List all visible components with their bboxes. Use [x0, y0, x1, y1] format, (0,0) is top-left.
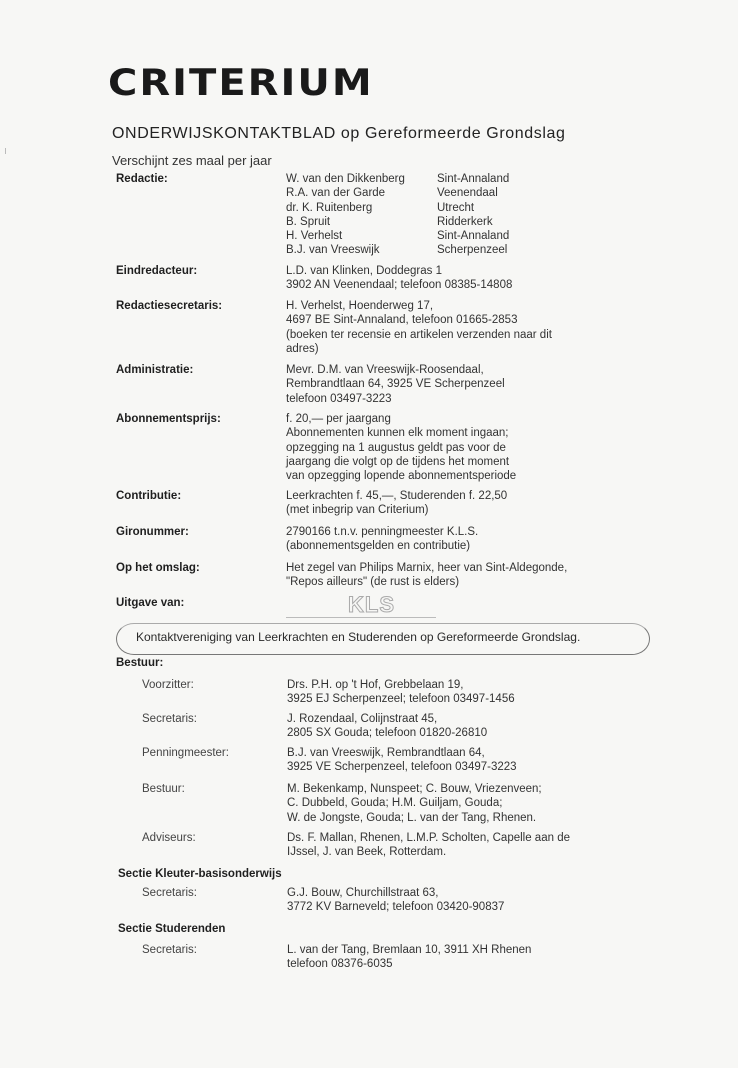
criterium-logo: CRITERIUM	[108, 62, 374, 105]
abonnementsprijs-text	[286, 412, 516, 483]
sectie-studerenden-heading: Sectie Studerenden	[118, 923, 226, 935]
text-line: G.J. Bouw, Churchillstraat 63,	[287, 887, 439, 899]
eindredacteur-label: Eindredacteur:	[116, 265, 198, 277]
text-line: opzegging na 1 augustus geldt pas voor de	[286, 441, 506, 454]
text-line: adres)	[286, 342, 319, 355]
text-line: Drs. P.H. op 't Hof, Grebbelaan 19,	[287, 679, 464, 691]
redactie-name: B. Spruit	[286, 215, 331, 228]
text-line: C. Dubbeld, Gouda; H.M. Guiljam, Gouda;	[287, 797, 503, 810]
redactie-place: Ridderkerk	[437, 215, 493, 228]
redactie-place: Veenendaal	[437, 187, 498, 200]
text-line: telefoon 08376-6035	[287, 958, 393, 971]
voorzitter-text	[287, 678, 515, 707]
contributie-text	[286, 489, 507, 518]
text-line: Leerkrachten f. 45,—, Studerenden f. 22,50	[286, 490, 508, 502]
text-line: IJssel, J. van Beek, Rotterdam.	[287, 846, 447, 859]
text-line: J. Rozendaal, Colijnstraat 45,	[287, 713, 438, 725]
frequency-note: Verschijnt zes maal per jaar	[112, 153, 272, 168]
adviseurs-label: Adviseurs:	[142, 832, 196, 844]
redactie-places	[437, 172, 509, 258]
gironummer-label: Gironummer:	[116, 526, 189, 538]
text-line: 2805 SX Gouda; telefoon 01820-26810	[287, 727, 488, 740]
text-line: 3925 VE Scherpenzeel, telefoon 03497-3223	[287, 761, 517, 774]
scan-mark	[5, 148, 6, 154]
text-line: Abonnementen kunnen elk moment ingaan;	[286, 427, 509, 440]
association-name: Kontaktvereniging van Leerkrachten en Studerenden op Gereformeerde Grondslag.	[136, 630, 581, 644]
text-line: Ds. F. Mallan, Rhenen, L.M.P. Scholten, Capelle aan de	[287, 832, 570, 844]
abonnementsprijs-label: Abonnementsprijs:	[116, 413, 221, 425]
text-line: (boeken ter recensie en artikelen verzenden naar dit	[286, 328, 552, 341]
voorzitter-label: Voorzitter:	[142, 679, 194, 691]
kls-logo: KLS	[348, 592, 395, 617]
studerenden-secretaris-text	[287, 943, 531, 972]
text-line: L. van der Tang, Bremlaan 10, 3911 XH Rhenen	[287, 944, 532, 956]
secretaris-text	[287, 712, 487, 741]
redactie-name: dr. K. Ruitenberg	[286, 201, 373, 214]
redactie-name: R.A. van der Garde	[286, 187, 386, 200]
text-line: jaargang die volgt op de tijdens het moment	[286, 455, 510, 468]
administratie-text	[286, 363, 505, 406]
text-line: f. 20,— per jaargang	[286, 413, 391, 425]
text-line: telefoon 03497-3223	[286, 392, 392, 405]
text-line: Mevr. D.M. van Vreeswijk-Roosendaal,	[286, 364, 484, 376]
adviseurs-text	[287, 831, 570, 860]
eindredacteur-text	[286, 264, 512, 293]
uitgave-label: Uitgave van:	[116, 597, 185, 609]
redactiesecretaris-label: Redactiesecretaris:	[116, 300, 223, 312]
penningmeester-label: Penningmeester:	[142, 747, 229, 759]
kls-underline	[286, 617, 436, 618]
redactie-name: B.J. van Vreeswijk	[286, 244, 380, 257]
subtitle: ONDERWIJSKONTAKTBLAD op Gereformeerde Grondslag	[112, 125, 566, 142]
text-line: 4697 BE Sint-Annaland, telefoon 01665-2853	[286, 314, 518, 327]
text-line: 3902 AN Veenendaal; telefoon 08385-14808	[286, 279, 513, 292]
studerenden-secretaris-label: Secretaris:	[142, 944, 197, 956]
text-line: Het zegel van Philips Marnix, heer van Sint-Aldegonde,	[286, 562, 568, 574]
omslag-text	[286, 561, 567, 590]
redactiesecretaris-text	[286, 299, 552, 356]
text-line: L.D. van Klinken, Doddegras 1	[286, 265, 442, 277]
administratie-label: Administratie:	[116, 364, 194, 376]
text-line: M. Bekenkamp, Nunspeet; C. Bouw, Vriezenveen;	[287, 783, 542, 795]
redactie-names	[286, 172, 405, 258]
redactie-place: Scherpenzeel	[437, 244, 508, 257]
redactie-name: H. Verhelst	[286, 230, 343, 243]
secretaris-label: Secretaris:	[142, 713, 197, 725]
sectie-kleuter-heading: Sectie Kleuter-basisonderwijs	[118, 868, 282, 880]
text-line: van opzegging lopende abonnementsperiode	[286, 470, 517, 483]
text-line: 3772 KV Barneveld; telefoon 03420-90837	[287, 901, 505, 914]
penningmeester-text	[287, 746, 517, 775]
gironummer-text	[286, 525, 478, 554]
text-line: H. Verhelst, Hoenderweg 17,	[286, 300, 434, 312]
kleuter-secretaris-label: Secretaris:	[142, 887, 197, 899]
redactie-place: Sint-Annaland	[437, 230, 510, 243]
redactie-label: Redactie:	[116, 173, 168, 185]
text-line: (met inbegrip van Criterium)	[286, 504, 429, 517]
bestuur-leden-label: Bestuur:	[142, 783, 185, 795]
text-line: B.J. van Vreeswijk, Rembrandtlaan 64,	[287, 747, 485, 759]
text-line: 3925 EJ Scherpenzeel; telefoon 03497-1456	[287, 693, 515, 706]
omslag-label: Op het omslag:	[116, 562, 200, 574]
bestuur-heading: Bestuur:	[116, 657, 164, 669]
text-line: Rembrandtlaan 64, 3925 VE Scherpenzeel	[286, 378, 505, 391]
redactie-place: Sint-Annaland	[437, 173, 510, 185]
kleuter-secretaris-text	[287, 886, 504, 915]
text-line: W. de Jongste, Gouda; L. van der Tang, Rhenen.	[287, 811, 537, 824]
text-line: "Repos ailleurs" (de rust is elders)	[286, 576, 460, 589]
redactie-place: Utrecht	[437, 201, 475, 214]
text-line: (abonnementsgelden en contributie)	[286, 540, 471, 553]
redactie-name: W. van den Dikkenberg	[286, 173, 405, 185]
bestuur-leden-text	[287, 782, 542, 825]
text-line: 2790166 t.n.v. penningmeester K.L.S.	[286, 526, 479, 538]
contributie-label: Contributie:	[116, 490, 182, 502]
